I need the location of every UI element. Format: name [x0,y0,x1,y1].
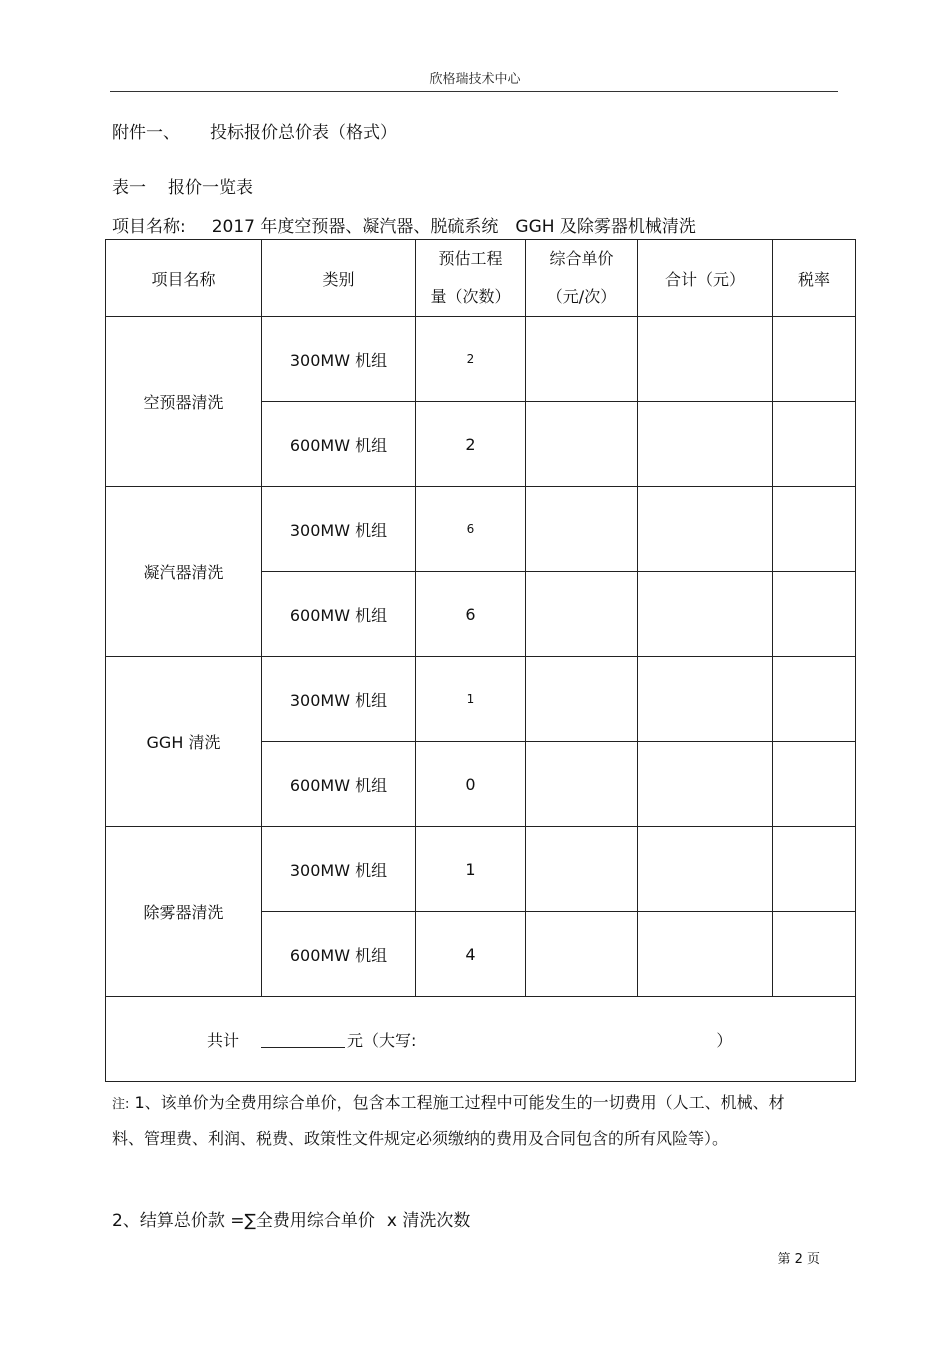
attachment-label: 附件一、 [112,123,180,143]
notes-label: 注: [112,1097,130,1112]
row-category: 600MW 机组 [262,572,416,657]
total-amount-blank[interactable] [261,1047,345,1048]
table-header-row [106,240,856,317]
row-unit-price[interactable] [526,572,638,657]
row-qty: 1 [416,657,526,742]
table-caption-title: 报价一览表 [168,178,253,198]
header-org: 欣格瑞技术中心 [429,72,521,87]
col-header-price [526,240,638,317]
project-name: 2017 年度空预器、凝汽器、脱硫系统 GGH 及除雾器机械清洗 [211,217,696,237]
group-name: 除雾器清洗 [106,827,262,997]
col-header-name: 项目名称 [106,240,262,317]
row-total[interactable] [638,572,773,657]
col-header-qty-line2: 量（次数） [430,287,511,306]
row-tax[interactable] [773,912,856,997]
row-qty: 6 [416,572,526,657]
row-qty: 0 [416,742,526,827]
row-category: 300MW 机组 [262,657,416,742]
row-tax[interactable] [773,827,856,912]
row-total[interactable] [638,742,773,827]
quote-table [105,239,856,1082]
project-label: 项目名称: [112,217,186,237]
col-header-tax: 税率 [773,240,856,317]
attachment-title [112,118,397,143]
row-unit-price[interactable] [526,912,638,997]
group-name: 凝汽器清洗 [106,487,262,657]
group-name: GGH 清洗 [106,657,262,827]
note-1: 1、该单价为全费用综合单价，包含本工程施工过程中可能发生的一切费用（人工、机械、材料、管理费、利润、税费、政策性文件规定必须缴纳的费用及合同包含的所有风险等）。 [112,1093,785,1148]
row-total[interactable] [638,487,773,572]
row-qty: 6 [416,487,526,572]
note-2-formula: 2、结算总价款 =∑全费用综合单价 [112,1211,375,1231]
row-tax[interactable] [773,402,856,487]
col-header-total: 合计（元） [638,240,773,317]
row-total[interactable] [638,827,773,912]
col-header-category: 类别 [262,240,416,317]
notes [112,1086,812,1156]
row-tax[interactable] [773,572,856,657]
row-category: 600MW 机组 [262,912,416,997]
row-qty: 2 [416,402,526,487]
total-row [106,997,856,1082]
row-unit-price[interactable] [526,487,638,572]
col-header-qty-line1: 预估工程 [438,249,503,268]
col-header-price-line1: 综合单价 [549,249,614,268]
table-caption-label: 表一 [112,178,146,198]
page-number: 第 2 页 [777,1252,820,1267]
table-row [106,657,856,742]
row-unit-price[interactable] [526,827,638,912]
row-unit-price[interactable] [526,402,638,487]
header-rule [110,91,838,92]
row-unit-price[interactable] [526,657,638,742]
row-tax[interactable] [773,487,856,572]
total-close-paren: ） [716,1030,733,1050]
row-qty: 2 [416,317,526,402]
table-row [106,827,856,912]
total-cell [106,997,856,1082]
row-unit-price[interactable] [526,742,638,827]
row-category: 300MW 机组 [262,487,416,572]
total-label: 共计 [207,1030,240,1050]
row-tax[interactable] [773,657,856,742]
row-qty: 1 [416,827,526,912]
row-qty: 4 [416,912,526,997]
total-unit: 元（大写: [347,1030,417,1050]
attachment-title-text: 投标报价总价表（格式） [210,123,397,143]
row-category: 600MW 机组 [262,742,416,827]
row-tax[interactable] [773,742,856,827]
row-category: 300MW 机组 [262,317,416,402]
table-caption [112,173,253,198]
row-category: 600MW 机组 [262,402,416,487]
row-total[interactable] [638,402,773,487]
table-row [106,487,856,572]
col-header-price-line2: （元/次） [546,287,617,306]
col-header-qty [416,240,526,317]
project-name-line [112,212,696,237]
row-unit-price[interactable] [526,317,638,402]
row-total[interactable] [638,657,773,742]
row-category: 300MW 机组 [262,827,416,912]
row-tax[interactable] [773,317,856,402]
note-2-formula-tail: x 清洗次数 [386,1211,471,1231]
group-name: 空预器清洗 [106,317,262,487]
total-line [106,1028,855,1051]
note-2 [112,1206,470,1231]
row-total[interactable] [638,317,773,402]
row-total[interactable] [638,912,773,997]
table-row [106,317,856,402]
